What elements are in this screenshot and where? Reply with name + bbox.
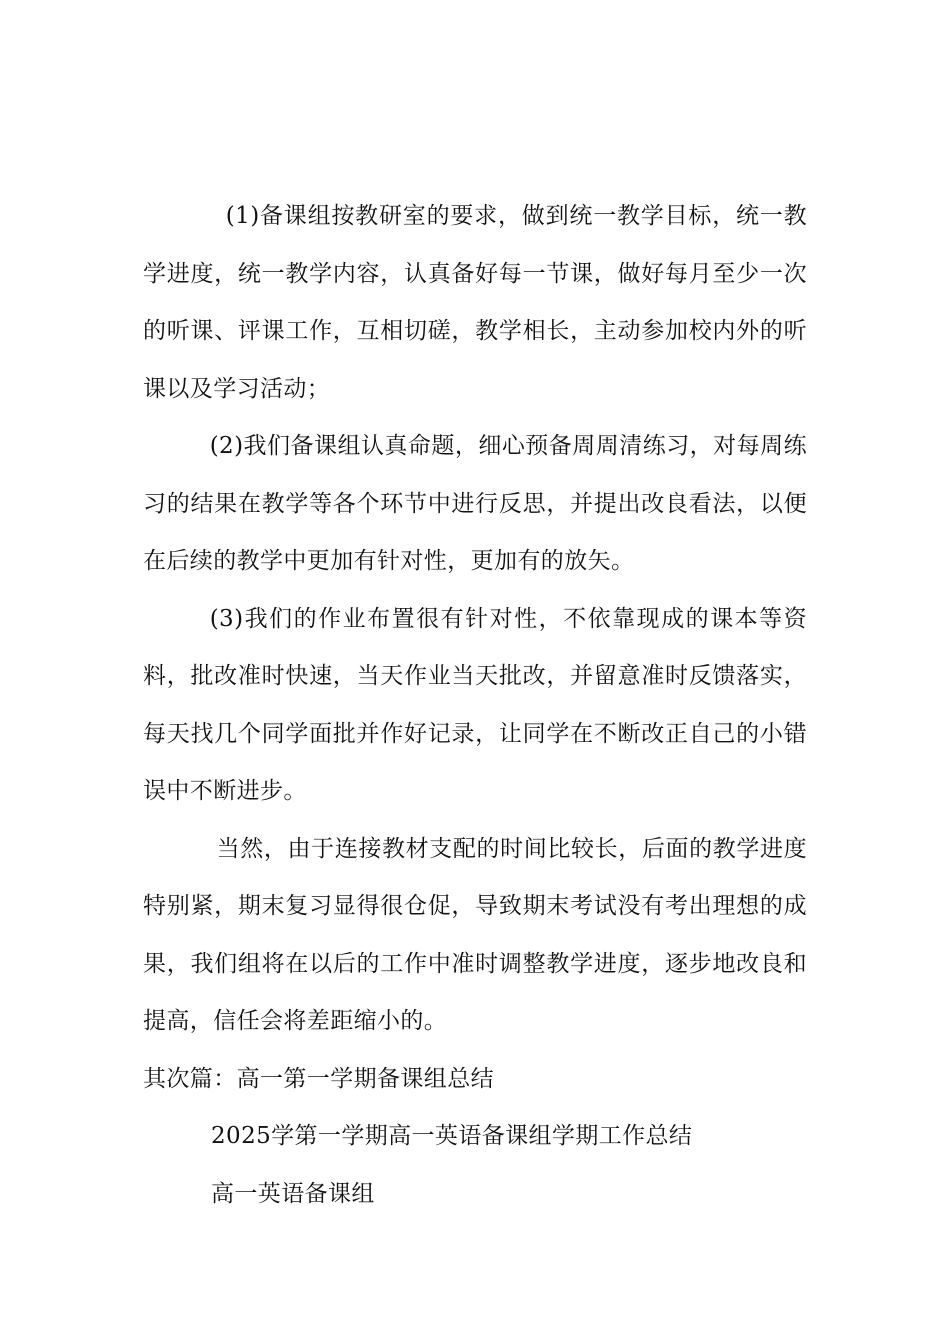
paragraph-4: 当然，由于连接教材支配的时间比较长，后面的教学进度特别紧，期末复习显得很仓促，导致期末考试没有考出理想的成果，我们组将在以后的工作中准时调整教学进度，逐步地改良和提高，信任会将差距缩小的。	[143, 835, 807, 1034]
paragraph-2: (2)我们备课组认真命题，细心预备周周清练习，对每周练习的结果在教学等各个环节中进行反思，并提出改良看法，以便在后续的教学中更加有针对性，更加有的放矢。	[143, 433, 807, 574]
report-title: 2025学第一学期高一英语备课组学期工作总结	[211, 1123, 693, 1149]
author-group: 高一英语备课组	[211, 1180, 375, 1207]
paragraph-1: (1)备课组按教研室的要求，做到统一教学目标，统一教学进度，统一教学内容，认真备好每一节课，做好每月至少一次的听课、评课工作，互相切磋，教学相长，主动参加校内外的听课以及学习活动；	[143, 203, 807, 402]
paragraph-3: (3)我们的作业布置很有针对性，不依靠现成的课本等资料，批改准时快速，当天作业当天批改，并留意准时反馈落实，每天找几个同学面批并作好记录，让同学在不断改正自己的小错误中不断进步。	[143, 605, 807, 804]
section-heading: 其次篇：高一第一学期备课组总结	[143, 1065, 494, 1092]
document-body	[143, 188, 807, 1223]
